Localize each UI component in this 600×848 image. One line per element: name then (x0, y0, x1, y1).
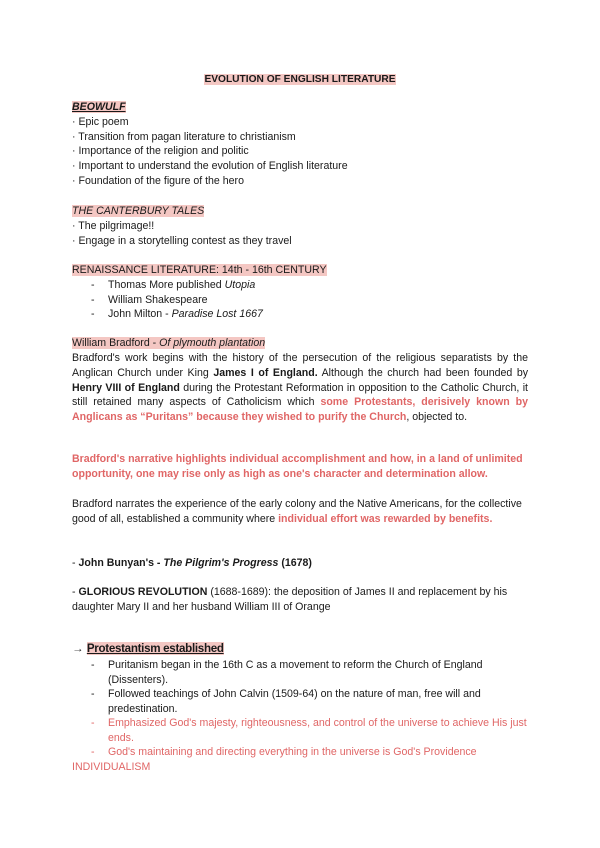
page-title: EVOLUTION OF ENGLISH LITERATURE (204, 74, 396, 85)
list-dash: - (91, 294, 95, 306)
protestantism-item: God's maintaining and directing everything in the universe is God's Providence (108, 746, 477, 758)
beowulf-item: · Epic poem (72, 115, 129, 128)
bunyan-line: - John Bunyan's - The Pilgrim's Progress (1678) (72, 557, 312, 569)
list-dash: - (91, 308, 95, 320)
protestantism-item: Emphasized God's majesty, righteousness, and control of the universe to achieve His just ends. (108, 717, 527, 744)
glorious-revolution-paragraph: - GLORIOUS REVOLUTION (1688-1689): the deposition of James II and replacement by his daughter Mary II and her husband William III of Orange (72, 586, 508, 613)
renaissance-item: William Shakespeare (108, 294, 208, 306)
renaissance-item: John Milton - Paradise Lost 1667 (108, 308, 263, 320)
bradford-narrative-paragraph: Bradford narrates the experience of the early colony and the Native Americans, for the collective good of all, established a community where individual effort was rewarded by benefits. (72, 498, 522, 525)
protestantism-heading: → Protestantism established (72, 642, 224, 655)
canterbury-item: · Engage in a storytelling contest as they travel (72, 234, 292, 247)
beowulf-section (72, 100, 528, 189)
protestantism-item: Followed teachings of John Calvin (1509-64) on the nature of man, free will and predestination. (108, 688, 481, 715)
renaissance-heading: RENAISSANCE LITERATURE: 14th - 16th CENTURY (72, 264, 327, 276)
protestantism-item: Puritanism began in the 16th C as a movement to reform the Church of England (Dissenters). (108, 659, 483, 686)
arrow-icon: → (72, 642, 84, 655)
beowulf-item: · Foundation of the figure of the hero (72, 174, 244, 187)
list-dash: - (91, 659, 95, 671)
beowulf-item: · Important to understand the evolution of English literature (72, 160, 348, 173)
list-dash: - (91, 688, 95, 700)
beowulf-item: · Transition from pagan literature to christianism (72, 130, 296, 143)
bradford-highlight-paragraph: Bradford's narrative highlights individual accomplishment and how, in a land of unlimited opportunity, one may rise only as high as one's character and determination allow. (72, 453, 523, 480)
beowulf-heading: BEOWULF (72, 101, 126, 113)
list-dash: - (91, 746, 95, 758)
list-dash: - (91, 279, 95, 291)
bradford-paragraph: Bradford's work begins with the history of the persecution of the religious separatists by the Anglican Church under King James I of England. Although the church had been founded by Henry VIII of England during the Protestant Reformation in opposition to the Catholic Church, it still retained many aspects of Catholicism which some Protestants, derisively known by Anglicans as “Puritans” because they wished to purify the Church, objected to. (72, 352, 529, 424)
individualism-label: INDIVIDUALISM (72, 761, 151, 773)
canterbury-item: · The pilgrimage!! (72, 219, 155, 232)
renaissance-item: Thomas More published Utopia (108, 279, 256, 291)
list-dash: - (91, 717, 95, 729)
canterbury-heading: THE CANTERBURY TALES (72, 205, 205, 217)
canterbury-section (72, 204, 528, 248)
bradford-heading: William Bradford - Of plymouth plantation (72, 337, 266, 349)
beowulf-item: · Importance of the religion and politic (72, 145, 249, 158)
